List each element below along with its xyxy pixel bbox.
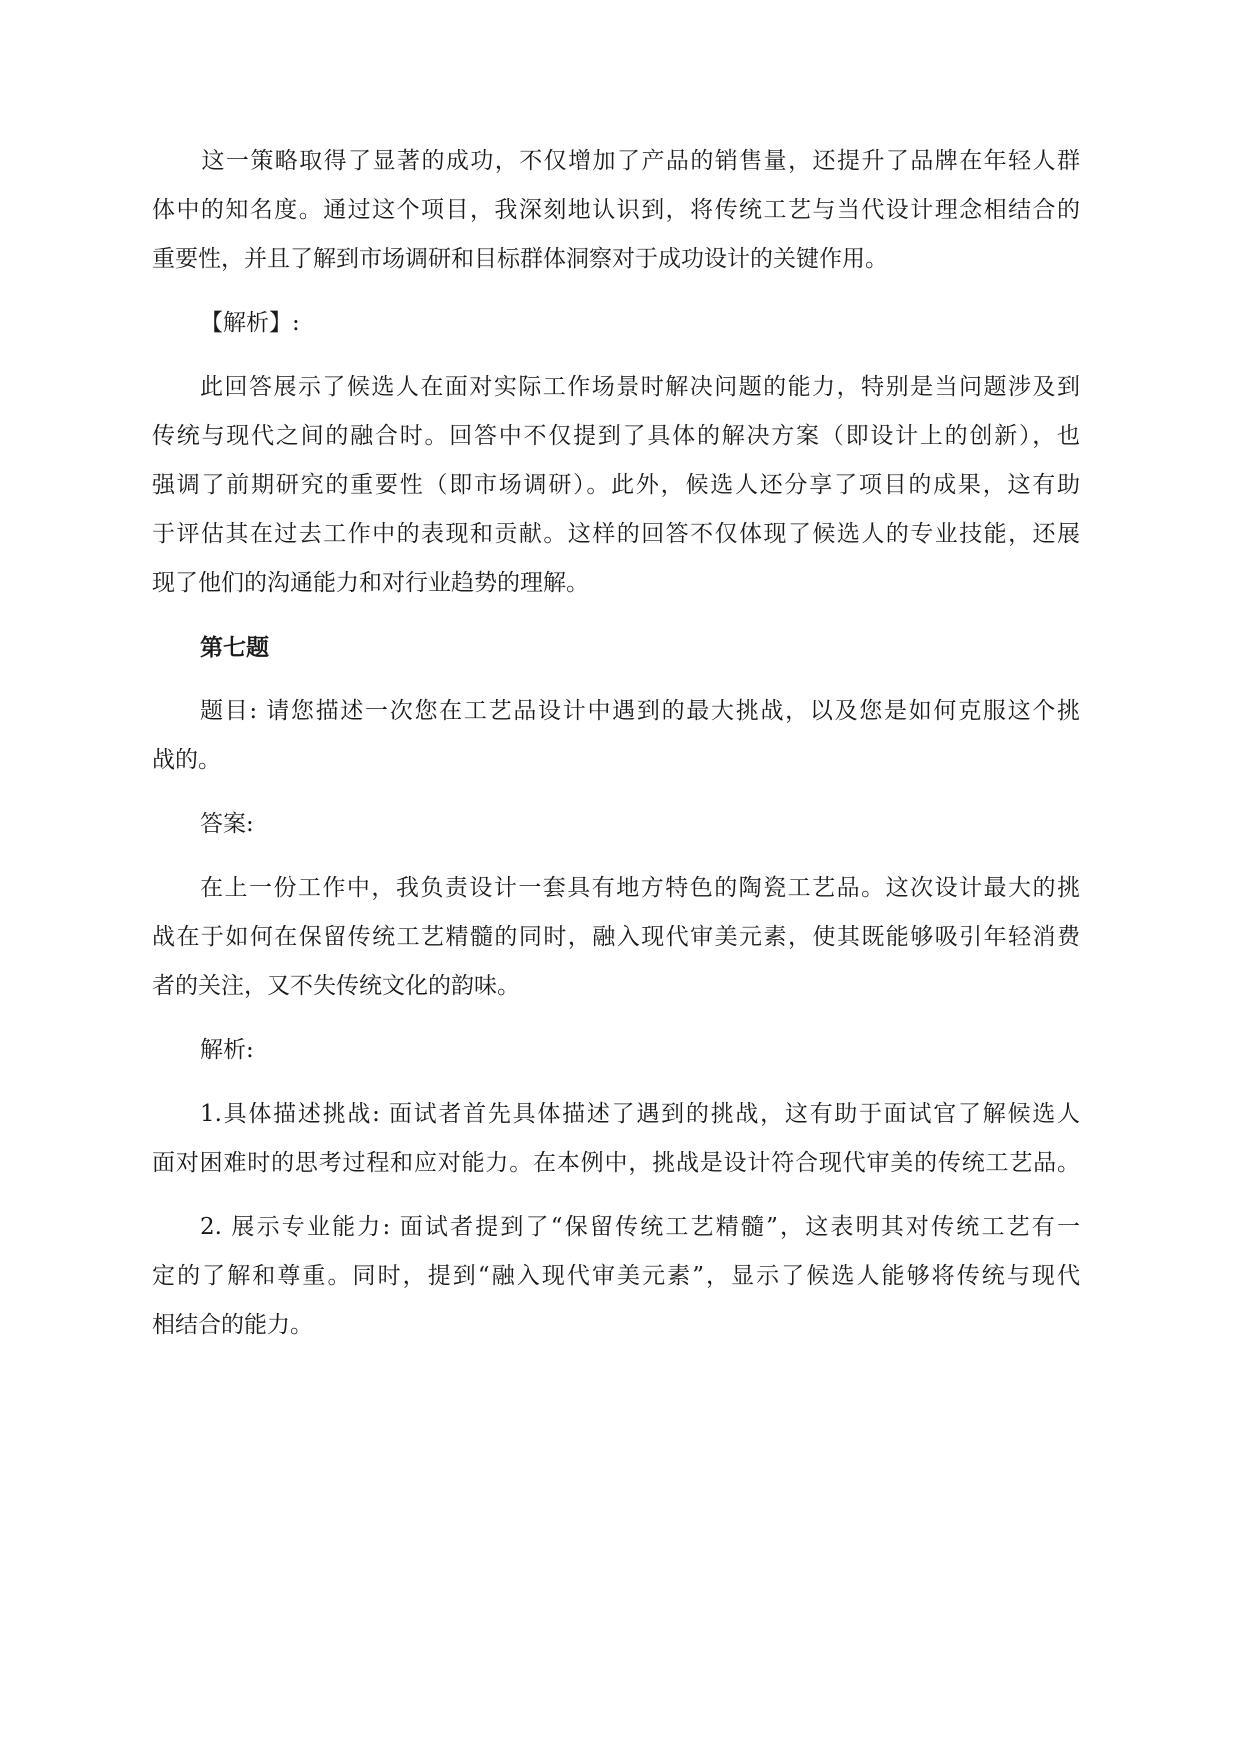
text-line: 在上一份工作中，我负责设计一套具有地方特色的陶瓷工艺品。这次设计最大的挑 [200,875,1080,901]
analysis-point-2 [152,1203,1080,1350]
answer-label [200,800,1080,849]
text-line: 【解析】: [200,310,300,336]
analysis-label [200,1026,1080,1075]
paragraph-analysis [152,363,1080,608]
document-body [152,137,1080,1365]
text-line: 于评估其在过去工作中的表现和贡献。这样的回答不仅体现了候选人的专业技能，还展 [152,521,1080,547]
text-line: 强调了前期研究的重要性（即市场调研）。此外，候选人还分享了项目的成果，这有助 [152,472,1080,498]
text-line: 此回答展示了候选人在面对实际工作场景时解决问题的能力，特别是当问题涉及到 [200,374,1080,400]
text-line: 体中的知名度。通过这个项目，我深刻地认识到，将传统工艺与当代设计理念相结合的 [152,197,1080,223]
text-line: 现了他们的沟通能力和对行业趋势的理解。 [152,570,589,596]
paragraph-strategy-result [152,137,1080,284]
paragraph-question [152,687,1080,785]
section-heading-question-7 [200,623,1080,672]
text-line: 题目: 请您描述一次您在工艺品设计中遇到的最大挑战，以及您是如何克服这个挑 [200,698,1080,724]
text-line: 答案: [200,811,254,837]
analysis-heading-bracket [200,299,1080,348]
analysis-point-1 [152,1090,1080,1188]
text-line: 战的。 [152,747,221,773]
text-line: 相结合的能力。 [152,1312,313,1338]
text-line: 2. 展示专业能力: 面试者提到了“保留传统工艺精髓”，这表明其对传统工艺有一 [200,1214,1080,1240]
text-line: 1.具体描述挑战: 面试者首先具体描述了遇到的挑战，这有助于面试官了解候选人 [200,1101,1080,1127]
text-line: 这一策略取得了显著的成功，不仅增加了产品的销售量，还提升了品牌在年轻人群 [200,148,1080,174]
text-line: 传统与现代之间的融合时。回答中不仅提到了具体的解决方案（即设计上的创新），也 [152,423,1080,449]
text-line: 重要性，并且了解到市场调研和目标群体洞察对于成功设计的关键作用。 [152,246,888,272]
text-line: 定的了解和尊重。同时，提到“融入现代审美元素”，显示了候选人能够将传统与现代 [152,1263,1080,1289]
text-line: 面对困难时的思考过程和应对能力。在本例中，挑战是设计符合现代审美的传统工艺品。 [152,1150,1080,1176]
text-line: 第七题 [200,634,269,661]
text-line: 战在于如何在保留传统工艺精髓的同时，融入现代审美元素，使其既能够吸引年轻消费 [152,924,1080,950]
text-line: 解析: [200,1037,254,1063]
text-line: 者的关注，又不失传统文化的韵味。 [152,973,520,999]
paragraph-answer [152,864,1080,1011]
